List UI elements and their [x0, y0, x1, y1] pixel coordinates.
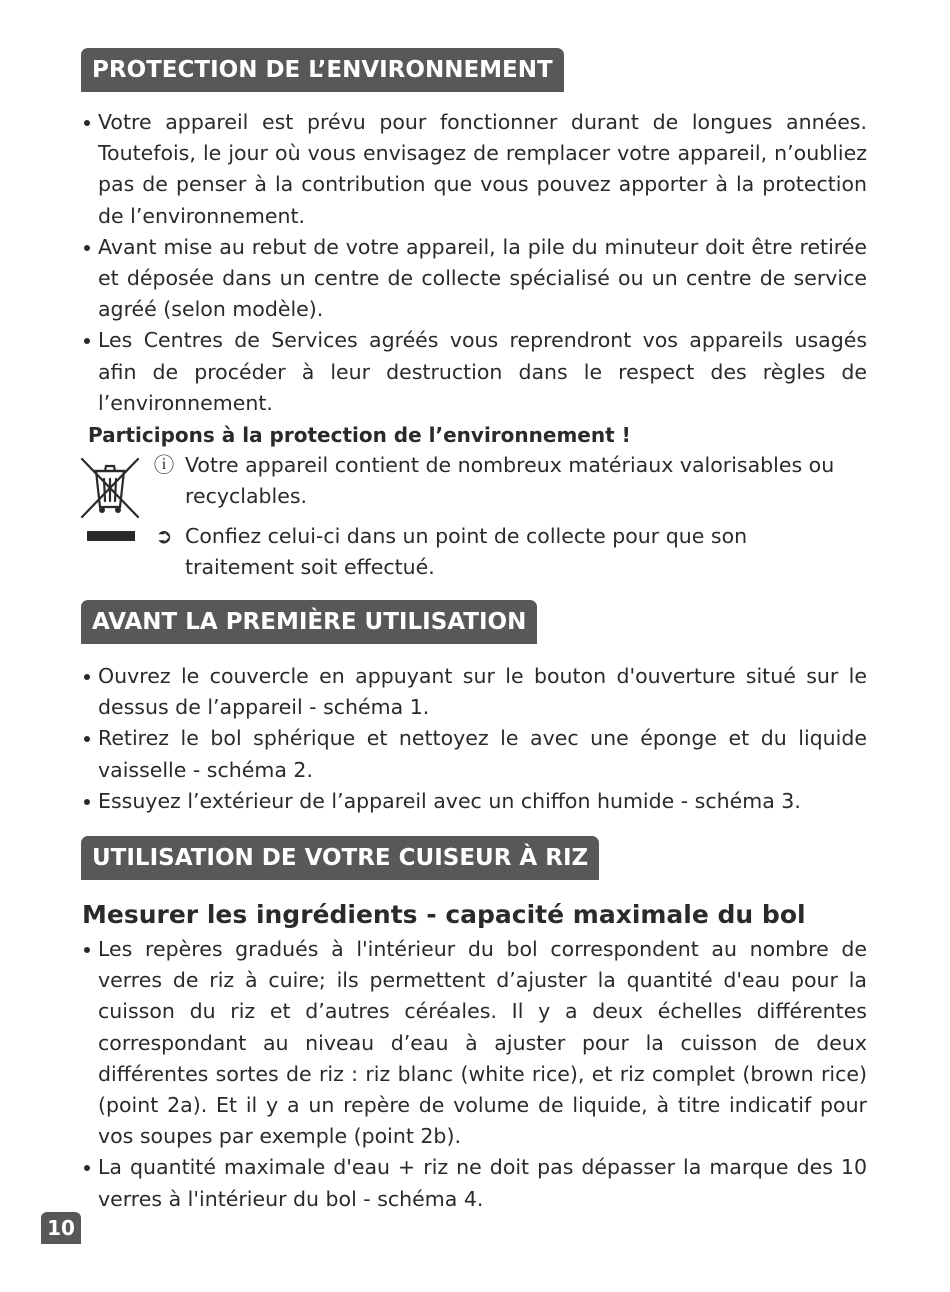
environment-call-to-action: Participons à la protection de l’environnement !: [88, 423, 631, 447]
crossed-out-wheelie-bin-icon: [80, 457, 140, 519]
list-item: Avant mise au rebut de votre appareil, la pile du minuteur doit être retirée et déposée dans un centre de collecte spécialisé ou un centre de service agréé (selon modèle).: [81, 232, 867, 326]
weee-underline-bar: [87, 531, 135, 541]
section-title-usage: UTILISATION DE VOTRE CUISEUR À RIZ: [81, 836, 599, 880]
usage-bullet-list: [81, 934, 867, 1215]
list-item: Votre appareil est prévu pour fonctionner durant de longues années. Toutefois, le jour où vous envisagez de remplacer votre appareil, n’oubliez pas de penser à la contribution que vous pouvez apporter à la protection de l’environnement.: [81, 107, 867, 232]
info-text: Votre appareil contient de nombreux matériaux valorisables ou recyclables.: [185, 453, 835, 509]
list-item: Les Centres de Services agréés vous reprendront vos appareils usagés afin de procéder à leur destruction dans le respect des règles de l’environnement.: [81, 325, 867, 419]
section-title-environment: PROTECTION DE L’ENVIRONNEMENT: [81, 48, 564, 92]
list-item: La quantité maximale d'eau + riz ne doit pas dépasser la marque des 10 verres à l'intérieur du bol - schéma 4.: [81, 1152, 867, 1214]
list-item: Ouvrez le couvercle en appuyant sur le bouton d'ouverture situé sur le dessus de l’appareil - schéma 1.: [81, 661, 867, 723]
section-title-first-use: AVANT LA PREMIÈRE UTILISATION: [81, 600, 537, 644]
subsection-title: Mesurer les ingrédients - capacité maximale du bol: [82, 900, 806, 929]
first-use-bullet-list: [81, 661, 867, 817]
collection-text: Confiez celui-ci dans un point de collecte pour que son traitement soit effectué.: [185, 524, 748, 580]
page-number: 10: [41, 1212, 81, 1244]
list-item: Essuyez l’extérieur de l’appareil avec un chiffon humide - schéma 3.: [81, 786, 867, 817]
list-item: Retirez le bol sphérique et nettoyez le avec une éponge et du liquide vaisselle - schéma 2.: [81, 723, 867, 785]
info-icon: ⓘ: [153, 453, 175, 477]
arrow-right-icon: ➲: [155, 524, 173, 548]
list-item: Les repères gradués à l'intérieur du bol correspondent au nombre de verres de riz à cuire; ils permettent d’ajuster la quantité d'eau pour la cuisson du riz et d’autres céréales. Il y a deux échelles différentes correspondant au niveau d’eau à ajuster pour la cuisson de deux différentes sortes de riz : riz blanc (white rice), et riz complet (brown rice) (point 2a). Et il y a un repère de volume de liquide, à titre indicatif pour vos soupes par exemple (point 2b).: [81, 934, 867, 1152]
environment-bullet-list: [81, 107, 867, 419]
